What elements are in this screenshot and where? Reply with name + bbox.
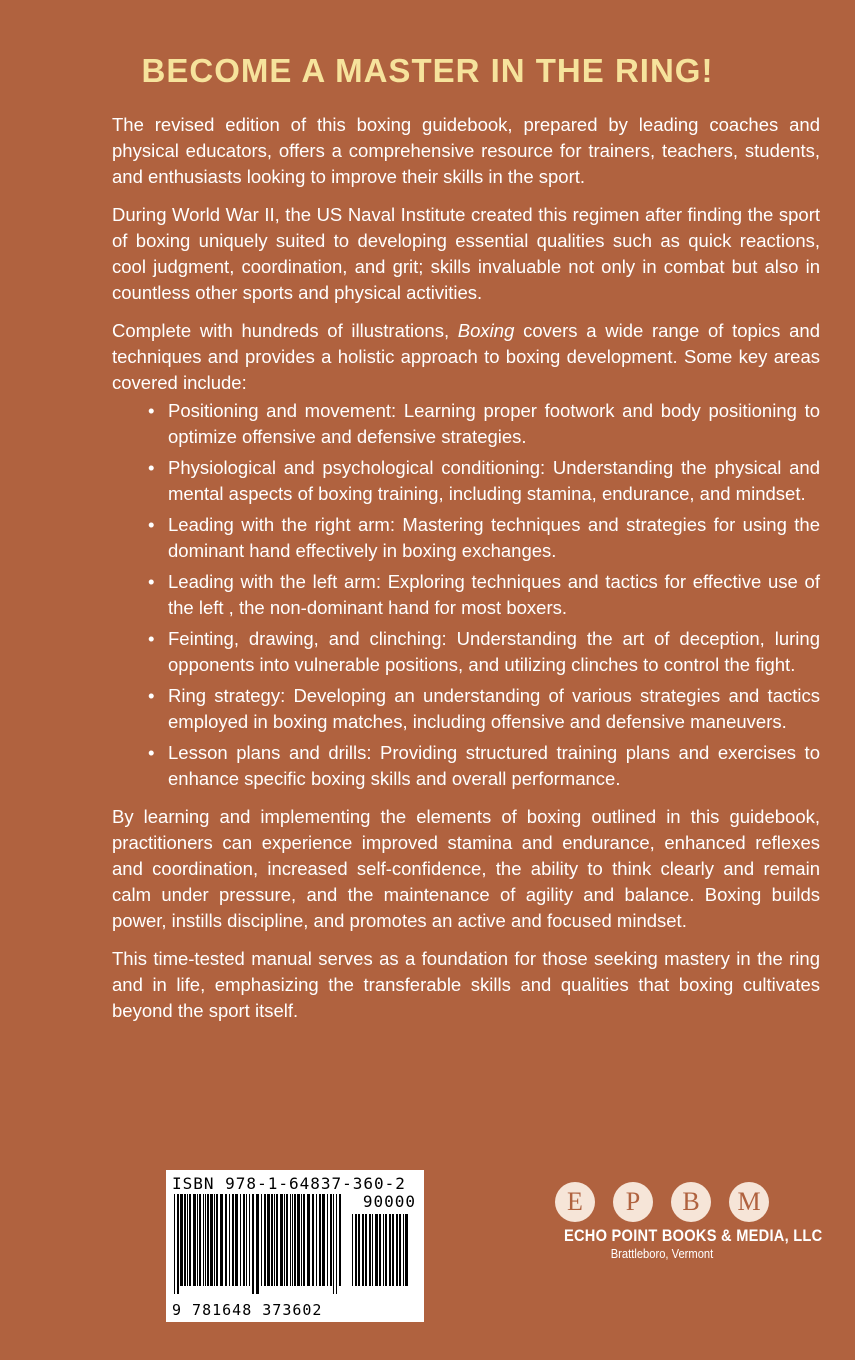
barcode-bar: [267, 1194, 270, 1286]
barcode-bar: [193, 1194, 196, 1286]
barcode-bar: [303, 1194, 305, 1286]
barcode-bar: [271, 1194, 273, 1286]
barcode-bar: [333, 1194, 334, 1294]
barcode-bar: [396, 1214, 398, 1286]
barcode-bar: [307, 1194, 310, 1286]
barcode-bar: [180, 1194, 183, 1286]
barcode-bar: [330, 1194, 332, 1286]
barcode-bar: [216, 1194, 218, 1286]
barcode-bar: [256, 1194, 259, 1294]
logo-letters: [555, 1182, 769, 1222]
barcode-bar: [220, 1194, 223, 1286]
list-item: • Leading with the right arm: Mastering techniques and strategies for using the dominant hand effectively in boxing exchanges.: [148, 514, 820, 561]
barcode-bar: [280, 1194, 283, 1286]
barcode-bar: [294, 1194, 296, 1286]
barcode-bar: [274, 1194, 275, 1286]
barcode-bar: [207, 1194, 209, 1286]
barcode-bar: [369, 1214, 371, 1286]
barcode-bar: [301, 1194, 302, 1286]
barcode-bar: [365, 1214, 367, 1286]
barcode-bar: [292, 1194, 293, 1286]
list-item: • Positioning and movement: Learning proper footwork and body positioning to optimize offensive and defensive strategies.: [148, 400, 820, 447]
barcode-bar: [235, 1194, 238, 1286]
barcode-bar: [352, 1214, 353, 1286]
barcode-bar: [229, 1194, 230, 1286]
barcode-bar: [327, 1194, 328, 1286]
barcode-bar: [276, 1194, 278, 1286]
barcode-bar: [339, 1194, 341, 1286]
logo-letter-m: M: [729, 1182, 769, 1222]
barcode-bar: [312, 1194, 314, 1286]
price-code: 90000: [362, 1192, 416, 1211]
topics-intro-paragraph: Complete with hundreds of illustrations, Boxing covers a wide range of topics and techniques and provides a holistic approach to boxing development. Some key areas covered include:: [112, 320, 820, 393]
publisher-location: Brattleboro, Vermont: [610, 1246, 714, 1261]
barcode-bar: [316, 1194, 317, 1286]
barcode-bar: [174, 1194, 175, 1294]
logo-letter-e: E: [555, 1182, 595, 1222]
barcode-bar: [405, 1214, 408, 1286]
barcode-bar: [240, 1194, 241, 1286]
barcode-bar: [225, 1194, 227, 1286]
book-title: Boxing: [457, 320, 515, 341]
barcode-bar: [284, 1194, 285, 1286]
logo-letter-b: B: [671, 1182, 711, 1222]
barcode: [166, 1170, 424, 1322]
barcode-bar: [246, 1194, 247, 1286]
barcode-bar: [177, 1194, 179, 1294]
description: [112, 112, 820, 1036]
barcode-bar: [322, 1194, 325, 1286]
barcode-bar: [403, 1214, 404, 1286]
list-item: • Physiological and psychological conditioning: Understanding the physical and mental aspects of boxing training, including stamina, endurance, and mindset.: [148, 457, 820, 504]
barcode-bar: [399, 1214, 401, 1286]
barcode-bar: [261, 1194, 262, 1286]
list-item: • Lesson plans and drills: Providing structured training plans and exercises to enhance specific boxing skills and overall performance.: [148, 742, 820, 789]
barcode-bar: [187, 1194, 188, 1286]
barcode-bar: [355, 1214, 357, 1286]
bullet-icon: •: [148, 457, 155, 478]
barcode-bar: [249, 1194, 250, 1286]
barcode-bar: [264, 1194, 266, 1286]
barcode-bar: [319, 1194, 321, 1286]
barcode-bar: [203, 1194, 204, 1286]
barcode-bar: [358, 1214, 360, 1286]
barcode-bar: [297, 1194, 300, 1286]
list-item: • Feinting, drawing, and clinching: Understanding the art of deception, luring opponents into vulnerable positions, and utilizing clinches to control the fight.: [148, 628, 820, 675]
barcode-bar: [385, 1214, 387, 1286]
isbn-number: ISBN 978-1-64837-360-2: [172, 1174, 406, 1193]
barcode-bar: [214, 1194, 215, 1286]
bullet-icon: •: [148, 514, 155, 535]
barcode-bar: [199, 1194, 201, 1286]
barcode-bar: [392, 1214, 394, 1286]
barcode-bar: [336, 1194, 337, 1294]
bullet-icon: •: [148, 685, 155, 706]
barcode-bar: [379, 1214, 381, 1286]
barcode-bar: [290, 1194, 291, 1286]
addon-barcode-bars: [352, 1214, 414, 1294]
barcode-bar: [372, 1214, 373, 1286]
bullet-icon: •: [148, 742, 155, 763]
barcode-bar: [362, 1214, 364, 1286]
closing-paragraph: This time-tested manual serves as a foundation for those seeking mastery in the ring and in life, emphasizing the transferable skills and qualities that boxing cultivates beyond the sport itself.: [112, 948, 820, 1021]
headline: BECOME A MASTER IN THE RING!: [141, 52, 714, 89]
barcode-bar: [210, 1194, 213, 1286]
closing-paragraph: By learning and implementing the elements of boxing outlined in this guidebook, practitioners can experience improved stamina and endurance, enhanced reflexes and coordination, increased self-confidence, the ability to think clearly and remain calm under pressure, and the maintenance of agility and balance. Boxing builds power, instills discipline, and promotes an active and focused mindset.: [112, 806, 820, 931]
logo-letter-p: P: [613, 1182, 653, 1222]
ean-digits: 9 781648 373602: [172, 1301, 323, 1319]
barcode-bar: [197, 1194, 198, 1286]
barcode-bar: [184, 1194, 186, 1286]
bullet-icon: •: [148, 571, 155, 592]
barcode-bar: [383, 1214, 384, 1286]
list-item: • Ring strategy: Developing an understanding of various strategies and tactics employed in boxing matches, including offensive and defensive maneuvers.: [148, 685, 820, 732]
barcode-bar: [189, 1194, 191, 1286]
list-item: • Leading with the left arm: Exploring techniques and tactics for effective use of the left , the non-dominant hand for most boxers.: [148, 571, 820, 618]
barcode-bar: [252, 1194, 254, 1294]
barcode-bar: [286, 1194, 288, 1286]
bullet-icon: •: [148, 628, 155, 649]
topics-list: [112, 398, 820, 792]
intro-paragraph: During World War II, the US Naval Institute created this regimen after finding the sport of boxing uniquely suited to developing essential qualities such as quick reactions, cool judgment, coordination, and grit; skills invaluable not only in combat but also in countless other sports and physical activities.: [112, 204, 820, 303]
barcode-bar: [375, 1214, 378, 1286]
barcode-bar: [243, 1194, 245, 1286]
bullet-icon: •: [148, 400, 155, 421]
barcode-bar: [389, 1214, 391, 1286]
barcode-bar: [205, 1194, 206, 1286]
ean-barcode-bars: [174, 1194, 344, 1294]
barcode-bar: [232, 1194, 234, 1286]
publisher-name: ECHO POINT BOOKS & MEDIA, LLC: [563, 1226, 823, 1245]
publisher-logo: [548, 1182, 823, 1261]
intro-paragraph: The revised edition of this boxing guidebook, prepared by leading coaches and physical educators, offers a comprehensive resource for trainers, teachers, students, and enthusiasts looking to improve their skills in the sport.: [112, 114, 820, 187]
